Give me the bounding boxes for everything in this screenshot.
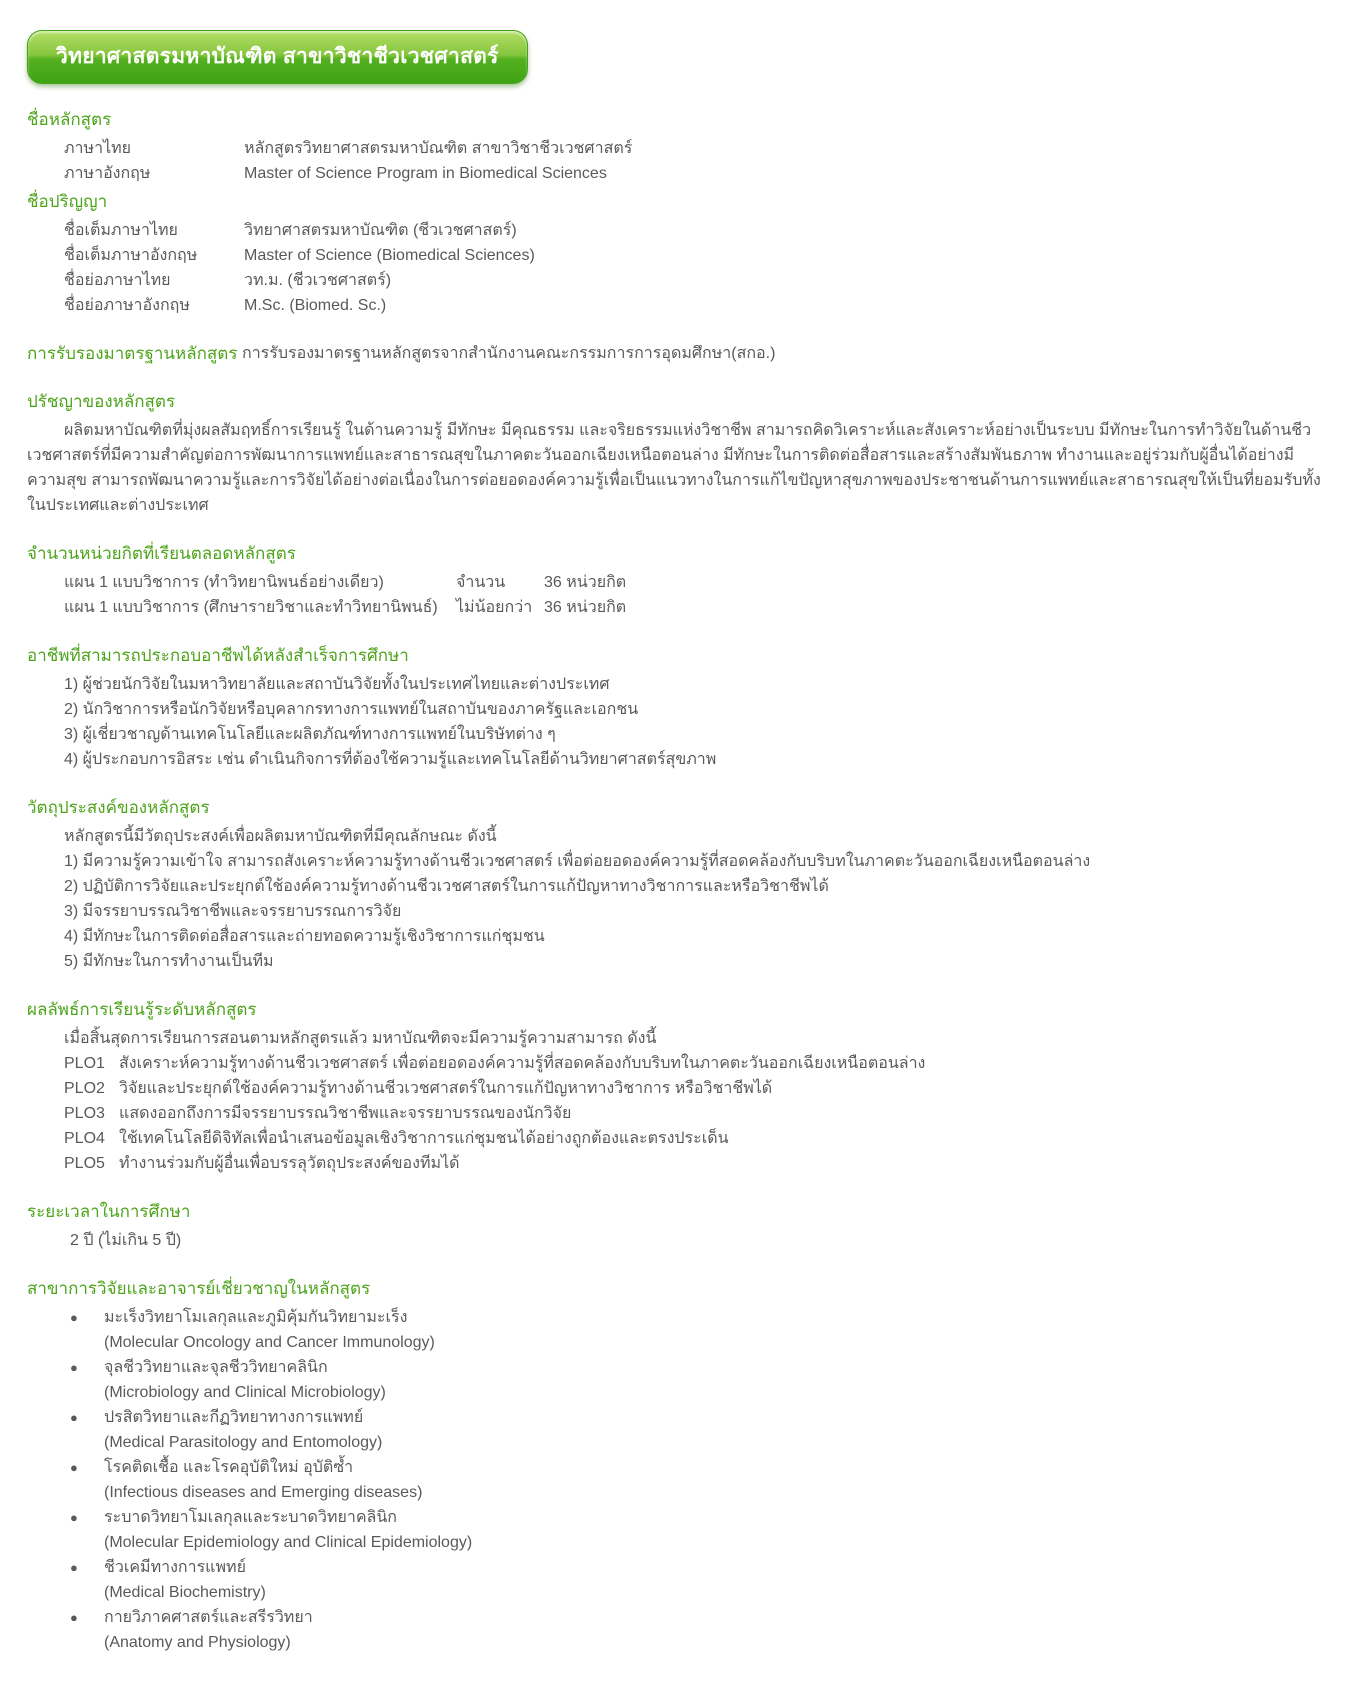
career-item: 3) ผู้เชี่ยวชาญด้านเทคโนโลยีและผลิตภัณฑ์ทางการแพทย์ในบริษัทต่าง ๆ [64, 726, 556, 743]
objectives-heading: วัตถุประสงค์ของหลักสูตร [27, 798, 210, 817]
credit-plan: แผน 1 แบบวิชาการ (ทำวิทยานิพนธ์อย่างเดียว) [64, 574, 384, 591]
plo-code: PLO4 [64, 1130, 105, 1147]
credits-row-plan-a [27, 570, 1326, 595]
philosophy-heading: ปรัชญาของหลักสูตร [27, 392, 176, 411]
row-value: วิทยาศาสตรมหาบัณฑิต (ชีวเวชศาสตร์) [244, 222, 517, 239]
plo-text: ใช้เทคโนโลยีดิจิทัลเพื่อนำเสนอข้อมูลเชิงวิชาการแก่ชุมชนได้อย่างถูกต้องและตรงประเด็น [119, 1130, 729, 1147]
plo-code: PLO2 [64, 1080, 105, 1097]
duration-heading: ระยะเวลาในการศึกษา [27, 1202, 191, 1221]
credit-qualifier: จำนวน [456, 574, 506, 591]
bullet-icon: ● [70, 1310, 78, 1325]
research-area-english: (Microbiology and Clinical Microbiology) [104, 1384, 386, 1401]
plo-item [27, 1126, 1326, 1151]
plo-item [27, 1076, 1326, 1101]
plo-text: แสดงออกถึงการมีจรรยาบรรณวิชาชีพและจรรยาบรรณของนักวิจัย [119, 1105, 572, 1122]
research-area-thai: มะเร็งวิทยาโมเลกุลและภูมิคุ้มกันวิทยามะเร็ง [104, 1309, 408, 1326]
research-area-english: (Molecular Oncology and Cancer Immunology) [104, 1334, 435, 1351]
plo-code: PLO1 [64, 1055, 105, 1072]
objective-item: 5) มีทักษะในการทำงานเป็นทีม [64, 953, 274, 970]
bullet-icon: ● [70, 1610, 78, 1625]
research-area-item [27, 1505, 1326, 1555]
section-outcomes [27, 997, 1326, 1176]
bullet-icon: ● [70, 1410, 78, 1425]
research-area-english: (Medical Parasitology and Entomology) [104, 1434, 383, 1451]
program-name-row-thai [27, 136, 1326, 161]
plo-text: วิจัยและประยุกต์ใช้องค์ความรู้ทางด้านชีวเวชศาสตร์ในการแก้ปัญหาทางวิชาการ หรือวิชาชีพได้ [119, 1080, 773, 1097]
bullet-icon: ● [70, 1510, 78, 1525]
degree-row-full-thai [27, 218, 1326, 243]
row-value: หลักสูตรวิทยาศาสตรมหาบัณฑิต สาขาวิชาชีวเวชศาสตร์ [244, 140, 633, 157]
duration-text: 2 ปี (ไม่เกิน 5 ปี) [70, 1232, 182, 1249]
row-value: Master of Science Program in Biomedical Sciences [244, 165, 607, 182]
program-title-badge [27, 30, 528, 84]
outcomes-intro: เมื่อสิ้นสุดการเรียนการสอนตามหลักสูตรแล้ว มหาบัณฑิตจะมีความรู้ความสามารถ ดังนี้ [64, 1030, 657, 1047]
section-philosophy [27, 389, 1326, 518]
degree-row-abbr-thai [27, 268, 1326, 293]
section-accreditation [27, 341, 1326, 366]
plo-item [27, 1101, 1326, 1126]
research-area-item [27, 1555, 1326, 1605]
objective-item: 1) มีความรู้ความเข้าใจ สามารถสังเคราะห์ความรู้ทางด้านชีวเวชศาสตร์ เพื่อต่อยอดองค์ความรู้ที่สอดคล้องกับบริบทในภาคตะวันออกเฉียงเหนือตอนล่าง [64, 853, 1091, 870]
bullet-icon: ● [70, 1460, 78, 1475]
research-areas-heading: สาขาการวิจัยและอาจารย์เชี่ยวชาญในหลักสูตร [27, 1279, 371, 1298]
plo-code: PLO5 [64, 1155, 105, 1172]
plo-code: PLO3 [64, 1105, 105, 1122]
credit-amount: 36 หน่วยกิต [544, 574, 627, 591]
credit-amount: 36 หน่วยกิต [544, 599, 627, 616]
program-name-heading: ชื่อหลักสูตร [27, 110, 112, 129]
degree-row-abbr-english [27, 293, 1326, 318]
credit-plan: แผน 1 แบบวิชาการ (ศึกษารายวิชาและทำวิทยานิพนธ์) [64, 599, 438, 616]
research-area-english: (Anatomy and Physiology) [104, 1634, 291, 1651]
plo-text: สังเคราะห์ความรู้ทางด้านชีวเวชศาสตร์ เพื่อต่อยอดองค์ความรู้ที่สอดคล้องกับบริบทในภาคตะวันออกเฉียงเหนือตอนล่าง [119, 1055, 926, 1072]
research-area-item [27, 1605, 1326, 1655]
plo-item [27, 1051, 1326, 1076]
research-area-item [27, 1405, 1326, 1455]
research-area-item [27, 1455, 1326, 1505]
accreditation-text: การรับรองมาตรฐานหลักสูตรจากสำนักงานคณะกรรมการการอุดมศึกษา(สกอ.) [242, 345, 776, 362]
research-area-item [27, 1355, 1326, 1405]
row-label: ชื่อย่อภาษาไทย [64, 272, 171, 289]
credit-qualifier: ไม่น้อยกว่า [456, 599, 533, 616]
program-name-row-english [27, 161, 1326, 186]
row-label: ภาษาไทย [64, 140, 132, 157]
accreditation-heading: การรับรองมาตรฐานหลักสูตร [27, 344, 238, 363]
research-area-thai: จุลชีววิทยาและจุลชีววิทยาคลินิก [104, 1359, 328, 1376]
row-value: M.Sc. (Biomed. Sc.) [244, 297, 387, 314]
outcomes-heading: ผลลัพธ์การเรียนรู้ระดับหลักสูตร [27, 1000, 257, 1019]
section-duration [27, 1199, 1326, 1253]
research-area-english: (Molecular Epidemiology and Clinical Epidemiology) [104, 1534, 473, 1551]
research-area-thai: กายวิภาคศาสตร์และสรีรวิทยา [104, 1609, 313, 1626]
row-label: ชื่อเต็มภาษาไทย [64, 222, 178, 239]
objectives-intro: หลักสูตรนี้มีวัตถุประสงค์เพื่อผลิตมหาบัณฑิตที่มีคุณลักษณะ ดังนี้ [64, 828, 497, 845]
career-item: 2) นักวิชาการหรือนักวิจัยหรือบุคลากรทางการแพทย์ในสถาบันของภาครัฐและเอกชน [64, 701, 639, 718]
section-program-name [27, 107, 1326, 186]
bullet-icon: ● [70, 1560, 78, 1575]
bullet-icon: ● [70, 1360, 78, 1375]
research-area-english: (Medical Biochemistry) [104, 1584, 266, 1601]
section-credits [27, 541, 1326, 620]
research-area-english: (Infectious diseases and Emerging diseases) [104, 1484, 423, 1501]
research-area-thai: โรคติดเชื้อ และโรคอุบัติใหม่ อุบัติซ้ำ [104, 1459, 354, 1476]
research-area-thai: ระบาดวิทยาโมเลกุลและระบาดวิทยาคลินิก [104, 1509, 397, 1526]
row-value: Master of Science (Biomedical Sciences) [244, 247, 535, 264]
plo-item [27, 1151, 1326, 1176]
program-title-text: วิทยาศาสตรมหาบัณฑิต สาขาวิชาชีวเวชศาสตร์ [56, 45, 499, 68]
plo-text: ทำงานร่วมกับผู้อื่นเพื่อบรรลุวัตถุประสงค์ของทีมได้ [119, 1155, 460, 1172]
degree-row-full-english [27, 243, 1326, 268]
career-item: 1) ผู้ช่วยนักวิจัยในมหาวิทยาลัยและสถาบันวิจัยทั้งในประเทศไทยและต่างประเทศ [64, 676, 610, 693]
credits-row-plan-b [27, 595, 1326, 620]
objective-item: 2) ปฏิบัติการวิจัยและประยุกต์ใช้องค์ความรู้ทางด้านชีวเวชศาสตร์ในการแก้ปัญหาทางวิชาการและหรือวิชาชีพได้ [64, 878, 829, 895]
research-area-thai: ปรสิตวิทยาและกีฏวิทยาทางการแพทย์ [104, 1409, 364, 1426]
philosophy-paragraph: ผลิตมหาบัณฑิตที่มุ่งผลสัมฤทธิ์การเรียนรู้ ในด้านความรู้ มีทักษะ มีคุณธรรม และจริยธรรมแห่งวิชาชีพ สามารถคิดวิเคราะห์และสังเคราะห์อย่างเป็นระบบ มีทักษะในการทำวิจัยในด้านชีวเวชศาสตร์ที่มีความสำคัญต่อการพัฒนาการแพทย์และสาธารณสุขในภาคตะวันออกเฉียงเหนือตอนล่าง มีทักษะในการติดต่อสื่อสารและสร้างสัมพันธภาพ ทำงานและอยู่ร่วมกับผู้อื่นได้อย่างมีความสุข สามารถพัฒนาความรู้และการวิจัยได้อย่างต่อเนื่องในการต่อยอดองค์ความรู้เพื่อเป็นแนวทางในการแก้ไขปัญหาสุขภาพของประชาชนด้านการแพทย์และสาธารณสุขให้เป็นที่ยอมรับทั้งในประเทศและต่างประเทศ [27, 422, 1321, 514]
research-area-thai: ชีวเคมีทางการแพทย์ [104, 1559, 246, 1576]
row-label: ชื่อย่อภาษาอังกฤษ [64, 297, 190, 314]
section-careers [27, 643, 1326, 772]
section-objectives [27, 795, 1326, 974]
row-label: ชื่อเต็มภาษาอังกฤษ [64, 247, 198, 264]
objective-item: 3) มีจรรยาบรรณวิชาชีพและจรรยาบรรณการวิจัย [64, 903, 402, 920]
section-degree-name [27, 189, 1326, 318]
objective-item: 4) มีทักษะในการติดต่อสื่อสารและถ่ายทอดความรู้เชิงวิชาการแก่ชุมชน [64, 928, 545, 945]
row-value: วท.ม. (ชีวเวชศาสตร์) [244, 272, 392, 289]
degree-name-heading: ชื่อปริญญา [27, 192, 108, 211]
research-area-item [27, 1305, 1326, 1355]
accreditation-row [27, 341, 1326, 366]
credits-heading: จำนวนหน่วยกิตที่เรียนตลอดหลักสูตร [27, 544, 296, 563]
careers-heading: อาชีพที่สามารถประกอบอาชีพได้หลังสำเร็จการศึกษา [27, 646, 409, 665]
career-item: 4) ผู้ประกอบการอิสระ เช่น ดำเนินกิจการที่ต้องใช้ความรู้และเทคโนโลยีด้านวิทยาศาสตร์สุขภาพ [64, 751, 717, 768]
section-research-areas [27, 1276, 1326, 1655]
row-label: ภาษาอังกฤษ [64, 165, 151, 182]
